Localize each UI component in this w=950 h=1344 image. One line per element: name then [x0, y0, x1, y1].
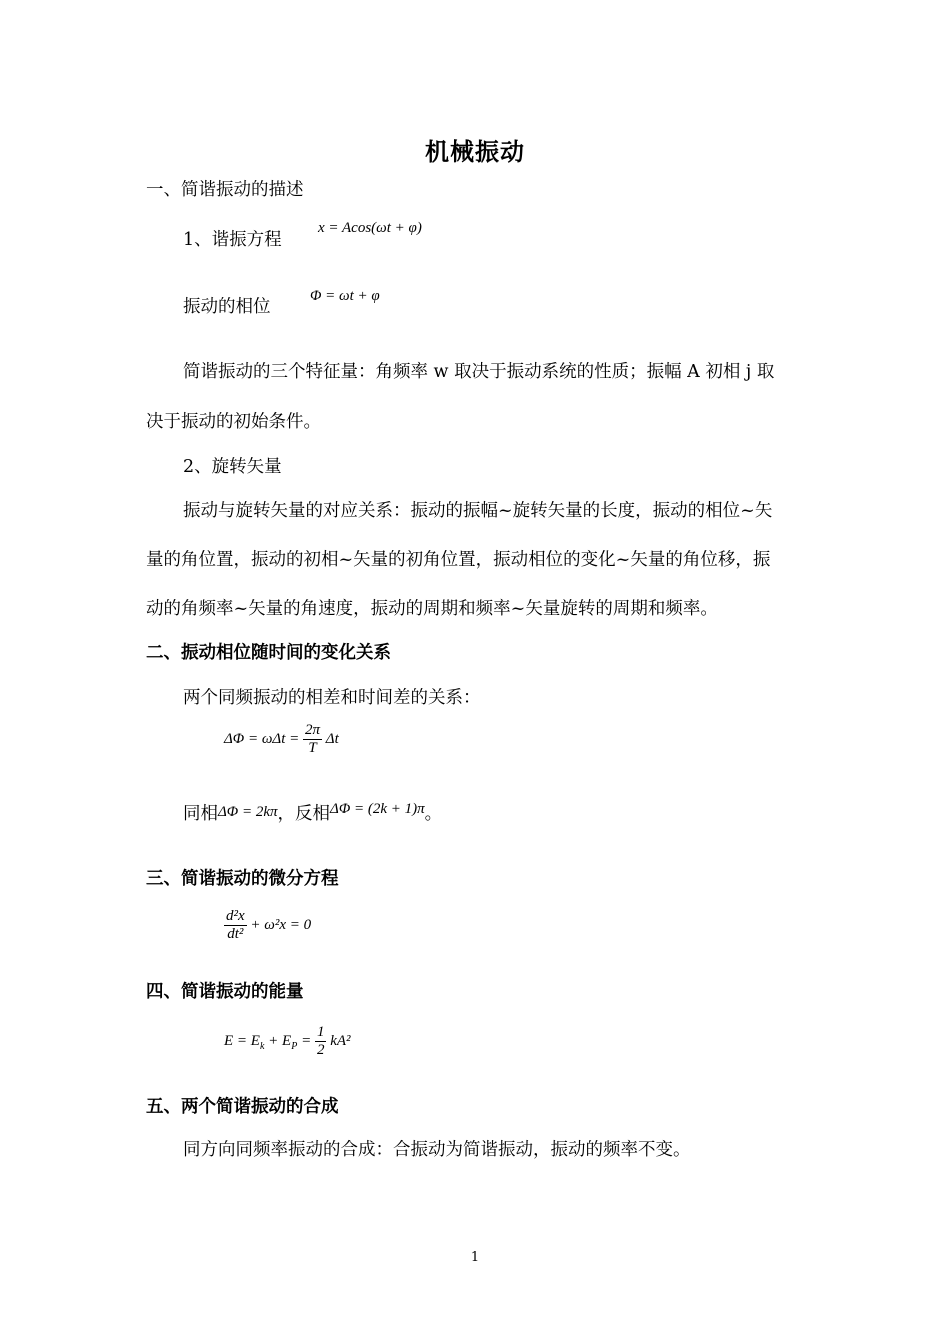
- phase-condition-line: [183, 800, 442, 825]
- equation-rhs: kA²: [330, 1033, 351, 1050]
- harmonic-equation: x = Acos(ωt + φ): [318, 220, 422, 236]
- fraction-numerator: 2π: [303, 722, 322, 740]
- subscript-p: P: [291, 1041, 298, 1053]
- equals-sign: =: [297, 1033, 312, 1050]
- fraction-denominator: 2: [316, 1042, 325, 1059]
- in-phase-formula: ΔΦ = 2kπ: [218, 804, 278, 820]
- section-5-heading: 五、两个简谐振动的合成: [146, 1097, 339, 1117]
- fraction-denominator: dt²: [227, 926, 244, 943]
- paragraph-line: 简谐振动的三个特征量：角频率 w 取决于振动系统的性质；振幅 A 初相 j 取: [183, 362, 775, 382]
- phase-label: 振动的相位: [183, 297, 271, 317]
- paragraph-line: 量的角位置，振动的初相~矢量的初角位置，振动相位的变化~矢量的角位移，振: [146, 550, 771, 570]
- item-2-label: 2、旋转矢量: [183, 457, 282, 477]
- section-5-paragraph: 同方向同频率振动的合成：合振动为简谐振动，振动的频率不变。: [183, 1140, 691, 1160]
- fraction: [315, 1024, 327, 1060]
- in-phase-label: 同相: [183, 804, 218, 824]
- equation-plus: + E: [264, 1033, 292, 1050]
- equation-rhs: + ω²x = 0: [250, 917, 312, 934]
- section-1-heading: 一、简谐振动的描述: [146, 180, 304, 200]
- item-1-label: 1、谐振方程: [183, 230, 282, 250]
- section-2-intro: 两个同频振动的相差和时间差的关系：: [183, 688, 481, 708]
- page-title: 机械振动: [425, 138, 525, 166]
- section-4-heading: 四、简谐振动的能量: [146, 982, 304, 1002]
- subscript-k: k: [259, 1041, 265, 1053]
- equation-rhs: Δt: [325, 731, 339, 748]
- phase-formula: Φ = ωt + φ: [310, 288, 380, 304]
- phase-difference-equation: [224, 722, 339, 758]
- anti-phase-formula: ΔΦ = (2k + 1)π: [330, 801, 425, 817]
- equation-lhs: ΔΦ = ωΔt =: [224, 731, 300, 748]
- energy-equation: [224, 1024, 351, 1060]
- fraction: [224, 908, 247, 944]
- page-number: 1: [470, 1250, 480, 1265]
- anti-phase-label: 反相: [295, 804, 331, 824]
- comma: ，: [277, 804, 296, 824]
- fraction-numerator: d²x: [224, 908, 247, 926]
- paragraph-line: 决于振动的初始条件。: [146, 412, 321, 432]
- differential-equation: [224, 908, 311, 944]
- section-2-heading: 二、振动相位随时间的变化关系: [146, 643, 391, 663]
- paragraph-line: 动的角频率~矢量的角速度，振动的周期和频率~矢量旋转的周期和频率。: [146, 599, 718, 619]
- fraction-numerator: 1: [315, 1024, 327, 1042]
- paragraph-line: 振动与旋转矢量的对应关系：振动的振幅~旋转矢量的长度，振动的相位~矢: [183, 501, 773, 521]
- period: 。: [424, 804, 443, 824]
- fraction-denominator: T: [308, 740, 317, 757]
- fraction: [303, 722, 322, 758]
- equation-lhs: E = E: [224, 1033, 260, 1050]
- section-3-heading: 三、简谐振动的微分方程: [146, 869, 339, 889]
